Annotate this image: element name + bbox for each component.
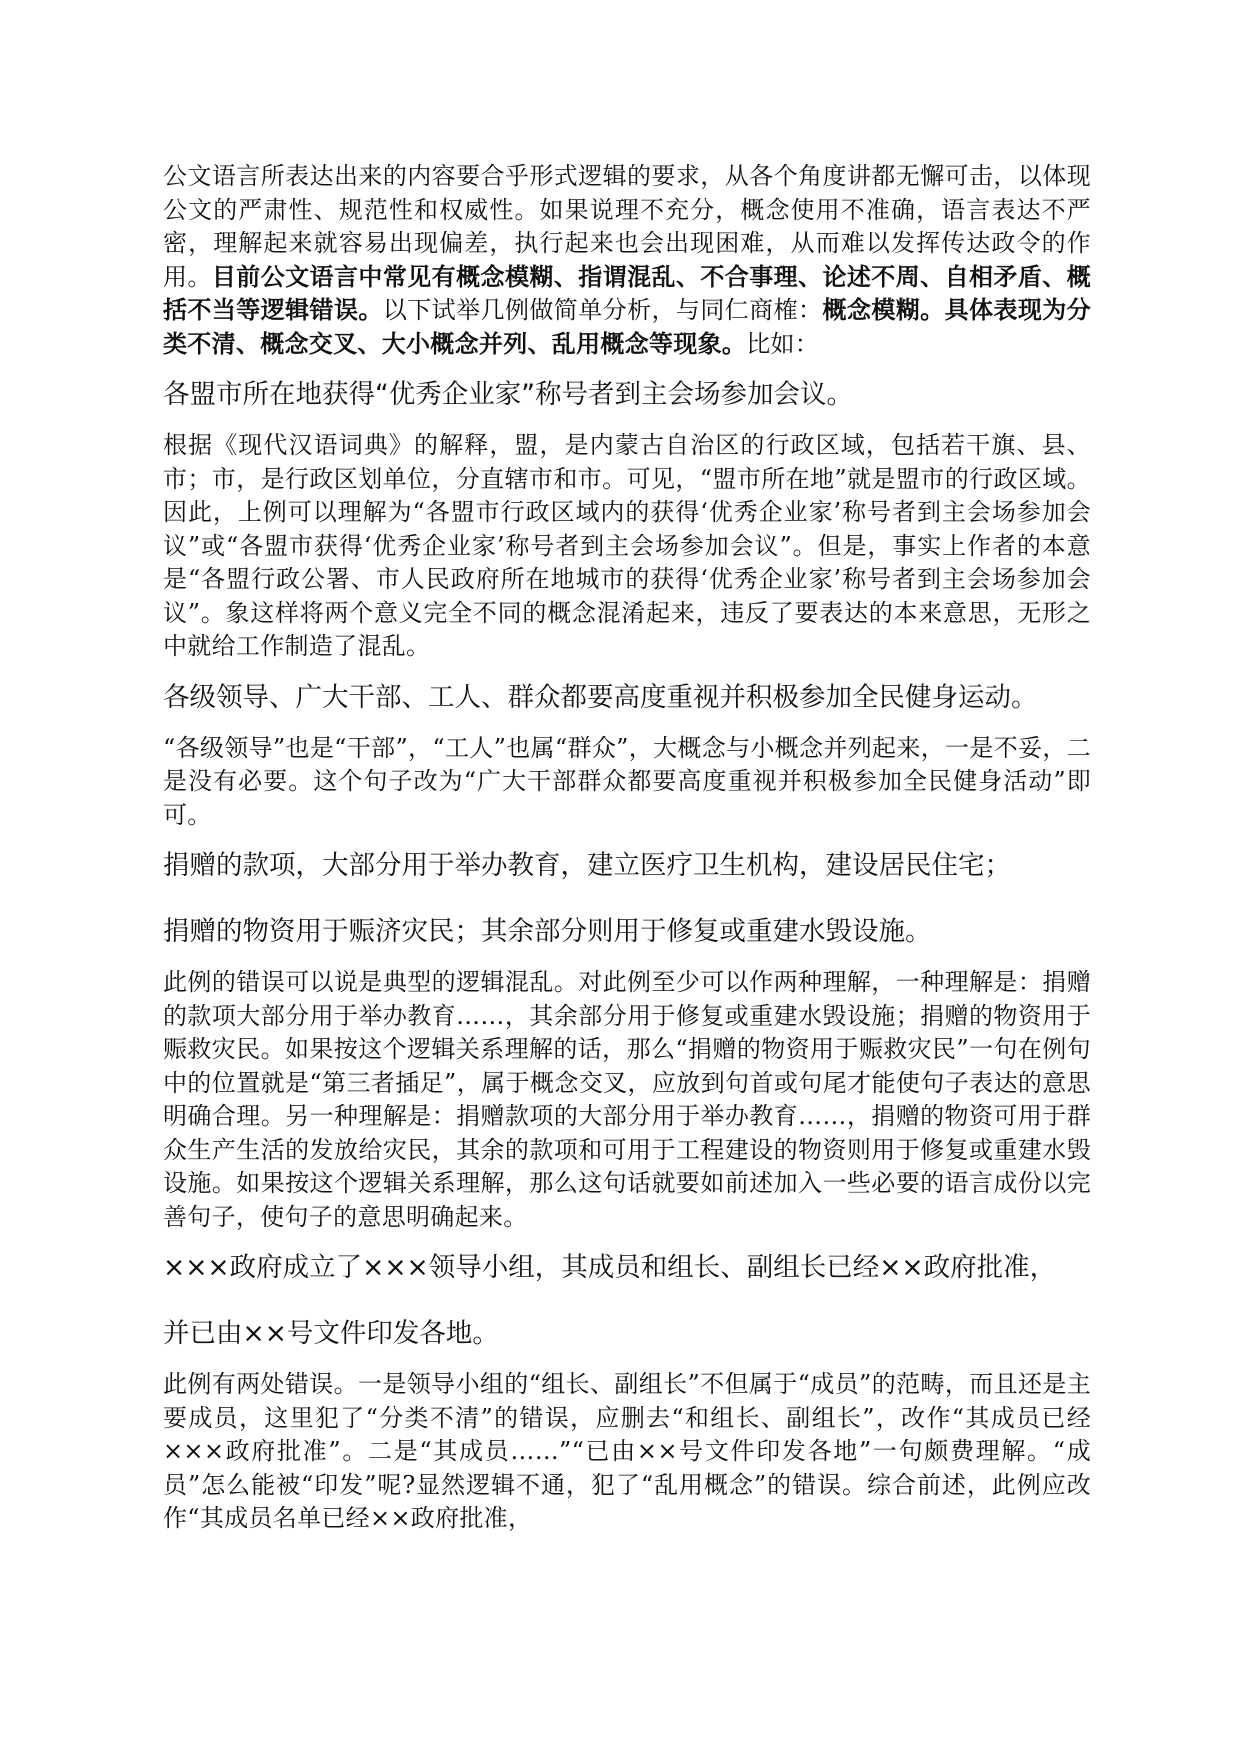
document-body [163, 160, 1091, 1552]
analysis-paragraph-1: 根据《现代汉语词典》的解释，盟，是内蒙古自治区的行政区域，包括若干旗、县、市；市，是行政区划单位，分直辖市和市。可见，“盟市所在地”就是盟市的行政区域。因此，上例可以理解为“各盟市行政区域内的获得‘优秀企业家’称号者到主会场参加会议”或“各盟市获得‘优秀企业家’称号者到主会场参加会议”。但是，事实上作者的本意是“各盟行政公署、市人民政府所在地城市的获得‘优秀企业家’称号者到主会场参加会议”。象这样将两个意义完全不同的概念混淆起来，违反了要表达的本来意思，无形之中就给工作制造了混乱。 [163, 431, 1091, 660]
intro-paragraph [163, 160, 1091, 361]
example-sentence-1: 各盟市所在地获得“优秀企业家”称号者到主会场参加会议。 [163, 379, 853, 410]
intro-text-2: 以下试举几例做简单分析，与同仁商榷： [382, 296, 823, 324]
intro-text-1: 公文语言所表达出来的内容要合乎形式逻辑的要求，从各个角度讲都无懈可击，以体现公文的严肃性、规范性和权威性。如果说理不充分，概念使用不准确，语言表达不严密，理解起来就容易出现偏差，执行起来也会出现困难，从而难以发挥传达政令的作用。 [163, 162, 1091, 291]
analysis-paragraph-4: 此例有两处错误。一是领导小组的“组长、副组长”不但属于“成员”的范畴，而且还是主要成员，这里犯了“分类不清”的错误，应删去“和组长、副组长”，改作“其成员已经×××政府批准”。二是“其成员……”“已由××号文件印发各地”一句颇费理解。“成员”怎么能被“印发”呢?显然逻辑不通，犯了“乱用概念”的错误。综合前述，此例应改作“其成员名单已经××政府批准， [163, 1370, 1091, 1532]
example-sentence-3-line-2: 捐赠的物资用于赈济灾民；其余部分则用于修复或重建水毁设施。 [163, 916, 932, 947]
analysis-paragraph-2: “各级领导”也是“干部”，“工人”也属“群众”，大概念与小概念并列起来，一是不妥，二是没有必要。这个句子改为“广大干部群众都要高度重视并积极参加全民健身活动”即可。 [163, 733, 1091, 829]
example-sentence-4-line-2: 并已由××号文件印发各地。 [163, 1318, 499, 1349]
example-sentence-3-line-1: 捐赠的款项，大部分用于举办教育，建立医疗卫生机构，建设居民住宅； [163, 850, 1011, 881]
intro-bold-1: 目前公文语言中常见有概念模糊、指谓混乱、不合事理、论述不周、自相矛盾、概括不当等逻辑错误。 [163, 262, 1092, 324]
intro-bold-2: 概念模糊。具体表现为分类不清、概念交叉、大小概念并列、乱用概念等现象。 [163, 296, 1092, 358]
analysis-paragraph-3: 此例的错误可以说是典型的逻辑混乱。对此例至少可以作两种理解，一种理解是：捐赠的款项大部分用于举办教育……，其余部分用于修复或重建水毁设施；捐赠的物资用于赈救灾民。如果按这个逻辑关系理解的话，那么“捐赠的物资用于赈救灾民”一句在例句中的位置就是“第三者插足”，属于概念交叉，应放到句首或句尾才能使句子表达的意思明确合理。另一种理解是：捐赠款项的大部分用于举办教育……，捐赠的物资可用于群众生产生活的发放给灾民，其余的款项和可用于工程建设的物资则用于修复或重建水毁设施。如果按这个逻辑关系理解，那么这句话就要如前述加入一些必要的语言成份以完善句子，使句子的意思明确起来。 [163, 968, 1091, 1231]
example-sentence-4-line-1: ×××政府成立了×××领导小组，其成员和组长、副组长已经××政府批准， [163, 1252, 1057, 1283]
intro-text-3: 比如： [746, 329, 820, 358]
example-sentence-2: 各级领导、广大干部、工人、群众都要高度重视并积极参加全民健身运动。 [163, 681, 1038, 713]
